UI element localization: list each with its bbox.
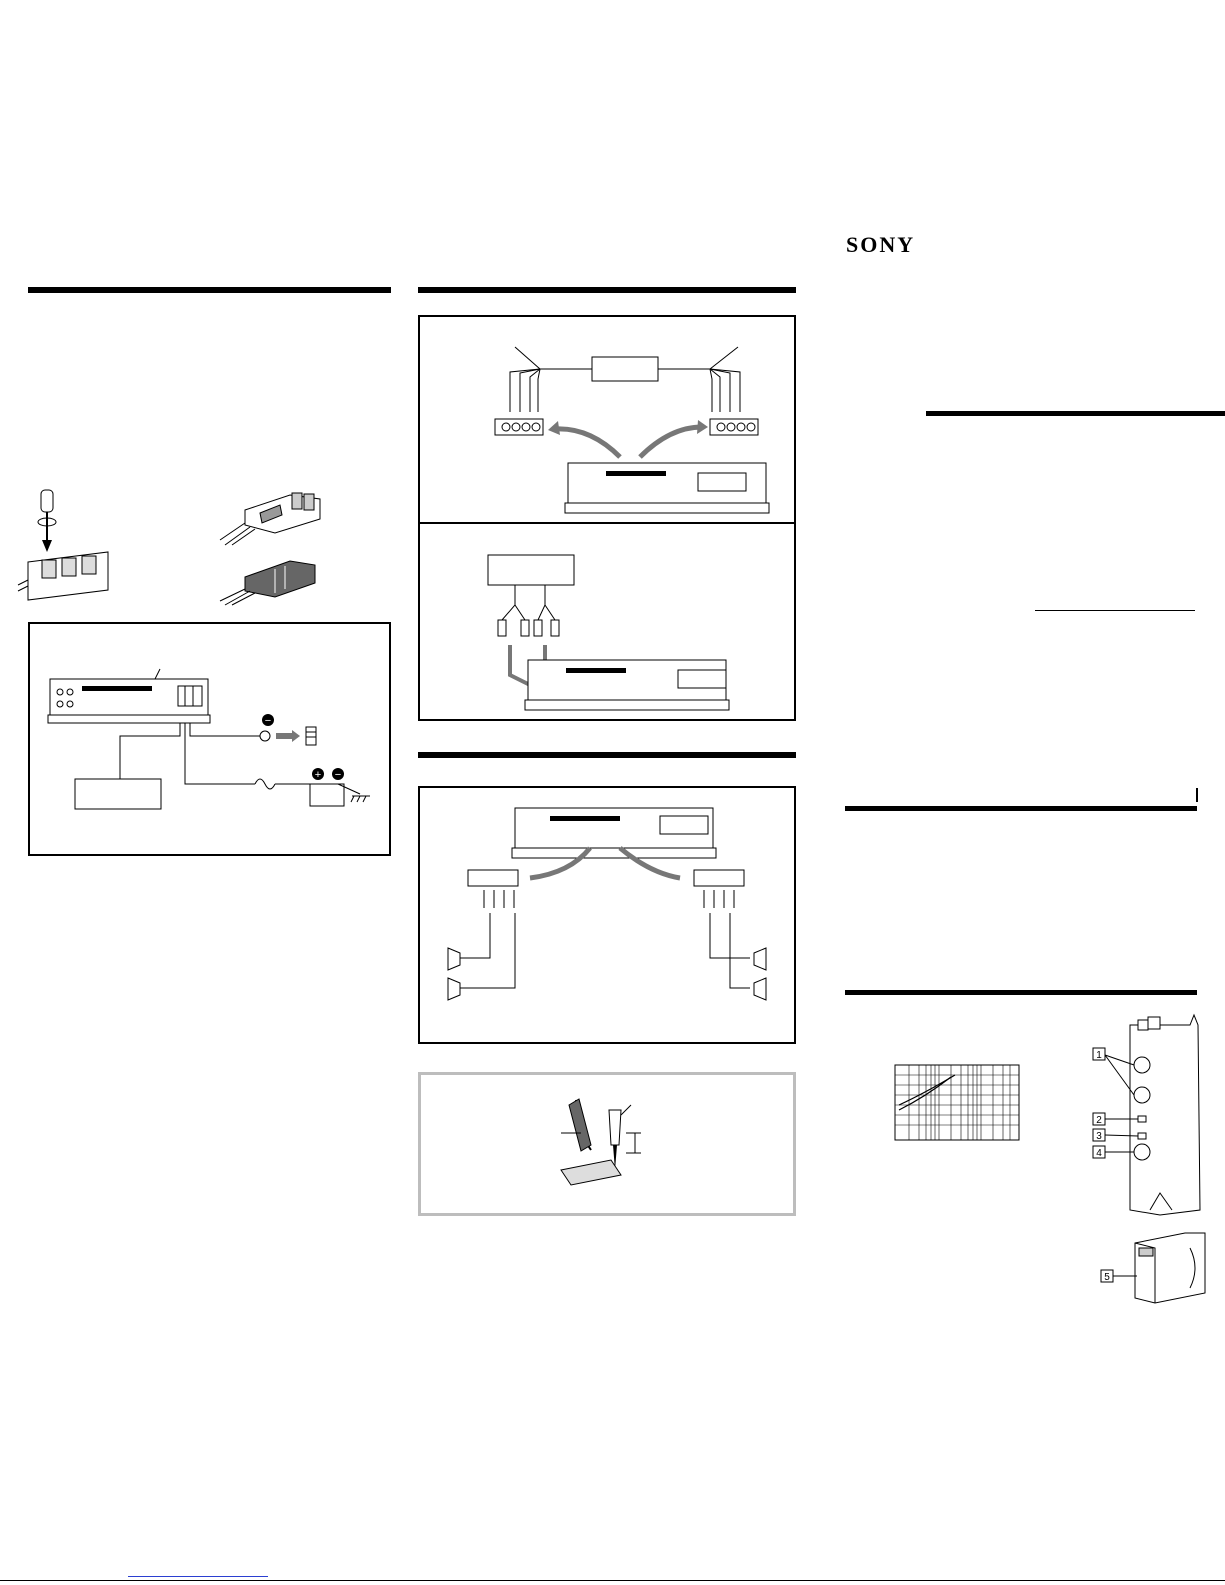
battery-plus-symbol: + (314, 769, 322, 781)
title-rule-right (926, 411, 1225, 416)
section-rule-right-marker (1196, 788, 1198, 802)
sony-logo: SONY (846, 232, 916, 257)
footer-link-underline[interactable] (128, 1576, 268, 1577)
callout-1: 1 (1096, 1050, 1102, 1061)
callout-3: 3 (1096, 1131, 1102, 1142)
input-diagram-divider (420, 522, 794, 524)
callout-4: 4 (1096, 1148, 1102, 1159)
terminal-screw-illustration (418, 1072, 796, 1216)
screwdriver-illustration (421, 1075, 793, 1213)
amplifier-end-view (1095, 1228, 1205, 1308)
frequency-response-graph (895, 1065, 1020, 1141)
connector-plug-illustration-2 (220, 555, 330, 605)
section-rule-middle-2 (418, 752, 796, 758)
screwdriver-terminal-illustration (28, 490, 138, 605)
battery-minus-symbol: − (334, 769, 342, 781)
footer-rule (0, 1580, 1225, 1581)
amplifier-side-panel (1090, 1015, 1205, 1225)
section-rule-right-2 (845, 990, 1197, 995)
ground-minus-symbol: − (264, 715, 272, 727)
section-rule-left (28, 287, 391, 293)
thin-rule-right (1035, 610, 1195, 611)
speaker-wiring (420, 788, 794, 1042)
power-wiring (30, 624, 389, 854)
input-connection-diagram (418, 315, 796, 721)
power-connection-diagram (28, 622, 391, 856)
callout-5: 5 (1104, 1272, 1110, 1283)
speaker-connection-diagram (418, 786, 796, 1044)
section-rule-right-1 (845, 806, 1197, 811)
speaker-level-input-diagram (420, 317, 794, 517)
callout-2: 2 (1096, 1115, 1102, 1126)
connector-plug-illustration-1 (220, 485, 330, 545)
section-rule-middle-top (418, 287, 796, 293)
line-level-input-diagram (420, 525, 794, 719)
